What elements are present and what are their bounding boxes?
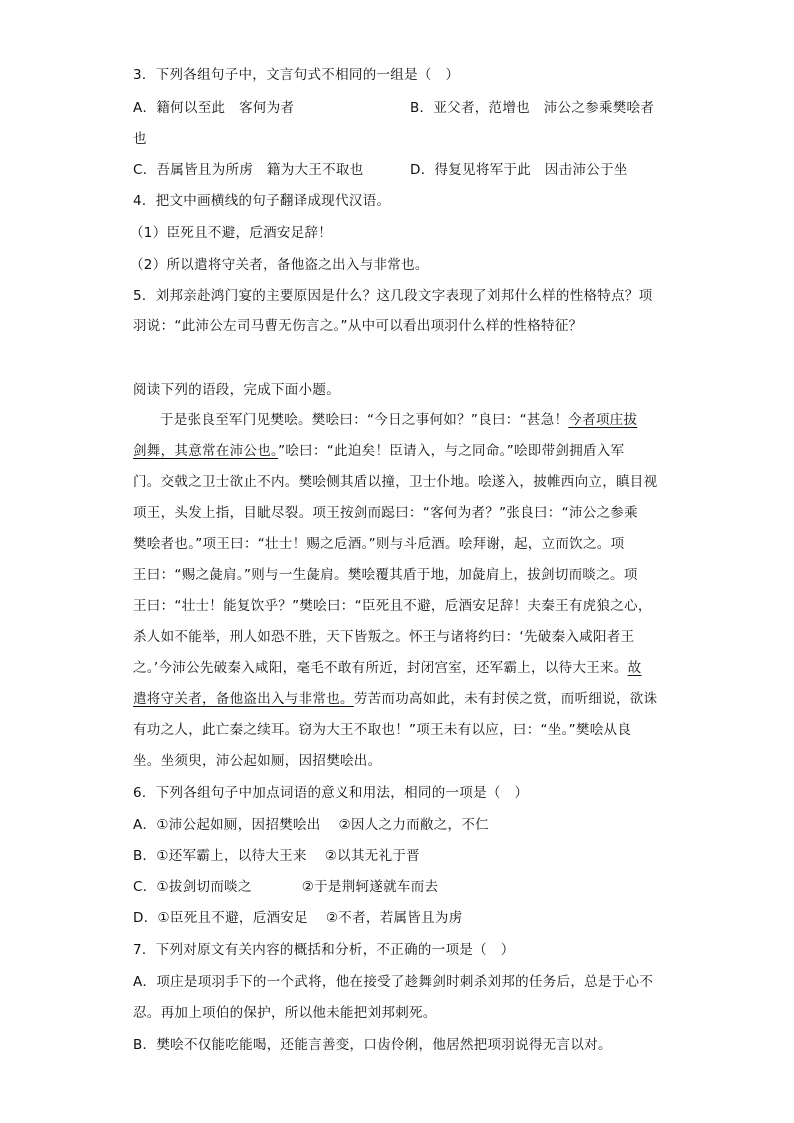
q3-option-b-continued: 也 — [133, 131, 147, 147]
passage-text: 劳苦而功高如此，未有封侯之赏，而听细说，欲诛 — [353, 691, 658, 707]
passage-text: 之。’今沛公先破秦入咸阳，毫毛不敢有所近，封闭宫室，还军霸上，以待大王来。 — [133, 660, 628, 676]
underlined-sentence: 遣将守关者，备他盗出入与非常也。 — [133, 691, 354, 707]
q4-sentence-1: （1）臣死且不避，卮酒安足辞！ — [130, 225, 333, 241]
passage-line-4: 项王，头发上指，目眦尽裂。项王按剑而跽曰：“客何为者？”张良曰：“沛公之参乘 — [133, 505, 638, 521]
passage-line-11: 有功之人，此亡秦之续耳。窃为大王不取也！”项王未有以应，曰：“坐。”樊哙从良 — [133, 722, 632, 738]
q3-option-b: B．亚父者，范增也 沛公之参乘樊哙者 — [410, 100, 655, 116]
passage-line-9 — [133, 659, 641, 677]
q6-option-b-part-2: ②以其无礼于晋 — [324, 848, 420, 864]
q4-stem: 4．把文中画横线的句子翻译成现代汉语。 — [133, 193, 391, 209]
q7-stem: 7．下列对原文有关内容的概括和分析，不正确的一项是（ ） — [133, 942, 515, 958]
q5-line-1: 5．刘邦亲赴鸿门宴的主要原因是什么？这几段文字表现了刘邦什么样的性格特点？项 — [133, 288, 653, 304]
q3-option-d: D．得复见将军于此 因击沛公于坐 — [410, 162, 628, 178]
passage-text: 于是张良至军门见樊哙。樊哙曰：“今日之事何如？”良曰：“甚急！ — [160, 412, 569, 428]
q5-line-2: 羽说：“此沛公左司马曹无伤言之。”从中可以看出项羽什么样的性格特征？ — [133, 318, 583, 334]
q7-option-a-line-1: A．项庄是项羽手下的一个武将，他在接受了趁舞剑时刺杀刘邦的任务后，总是于心不 — [133, 974, 654, 990]
q6-option-b-part-1: B．①还军霸上，以待大王来 — [133, 848, 307, 864]
q6-option-d-part-1: D．①臣死且不避，卮酒安足 — [133, 910, 308, 926]
q6-option-a-part-2: ②因人之力而敝之，不仁 — [338, 817, 489, 833]
passage-line-10 — [133, 690, 657, 708]
passage-line-6: 王曰：“赐之彘肩。”则与一生彘肩。樊哙覆其盾于地，加彘肩上，拔剑切而啖之。项 — [133, 567, 638, 583]
passage-line-7: 王曰：“壮士！能复饮乎？”樊哙曰：“臣死且不避，卮酒安足辞！夫秦王有虎狼之心， — [133, 598, 652, 614]
passage-text: ”哙曰：“此迫矣！臣请入，与之同命。”哙即带剑拥盾入军 — [278, 443, 625, 459]
q3-option-c: C．吾属皆且为所虏 籍为大王不取也 — [133, 162, 364, 178]
q3-option-a: A．籍何以至此 客何为者 — [133, 100, 295, 116]
q6-option-c-part-2: ②于是荆轲遂就车而去 — [301, 879, 439, 895]
q6-option-b — [133, 847, 420, 865]
passage-line-12: 坐。坐须臾，沛公起如厕，因招樊哙出。 — [133, 753, 382, 769]
q6-option-d-part-2: ②不者，若属皆且为虏 — [325, 910, 463, 926]
passage-line-1 — [160, 411, 637, 429]
underlined-sentence: 故 — [627, 660, 642, 676]
underlined-sentence: 今者项庄拔 — [568, 412, 638, 428]
q6-option-c-part-1: C．①拔剑切而啖之 — [133, 879, 252, 895]
q6-option-a-part-1: A．①沛公起如厕，因招樊哙出 — [133, 817, 321, 833]
passage-line-3: 门。交戟之卫士欲止不内。樊哙侧其盾以撞，卫士仆地。哙遂入，披帷西向立，瞋目视 — [133, 474, 658, 490]
q3-stem: 3．下列各组句子中，文言句式不相同的一组是（ ） — [133, 67, 460, 83]
underlined-sentence: 剑舞，其意常在沛公也。 — [133, 443, 279, 459]
passage-line-8: 杀人如不能举，刑人如恐不胜，天下皆叛之。怀王与诸将约曰：‘先破秦入咸阳者王 — [133, 629, 635, 645]
passage-line-5: 樊哙者也。”项王曰：“壮士！赐之卮酒。”则与斗卮酒。哙拜谢，起，立而饮之。项 — [133, 536, 625, 552]
q6-option-c — [133, 878, 438, 896]
q6-option-d — [133, 909, 463, 927]
q6-stem: 6．下列各组句子中加点词语的意义和用法，相同的一项是（ ） — [133, 785, 529, 801]
reading-intro: 阅读下列的语段，完成下面小题。 — [133, 382, 340, 398]
passage-line-2 — [133, 442, 624, 460]
q6-option-a — [133, 816, 489, 834]
q7-option-b: B．樊哙不仅能吃能喝，还能言善变，口齿伶俐，他居然把项羽说得无言以对。 — [133, 1037, 612, 1053]
q4-sentence-2: （2）所以遣将守关者，备他盗之出入与非常也。 — [130, 257, 429, 273]
q7-option-a-line-2: 忍。再加上项伯的保护，所以他未能把刘邦刺死。 — [133, 1005, 437, 1021]
